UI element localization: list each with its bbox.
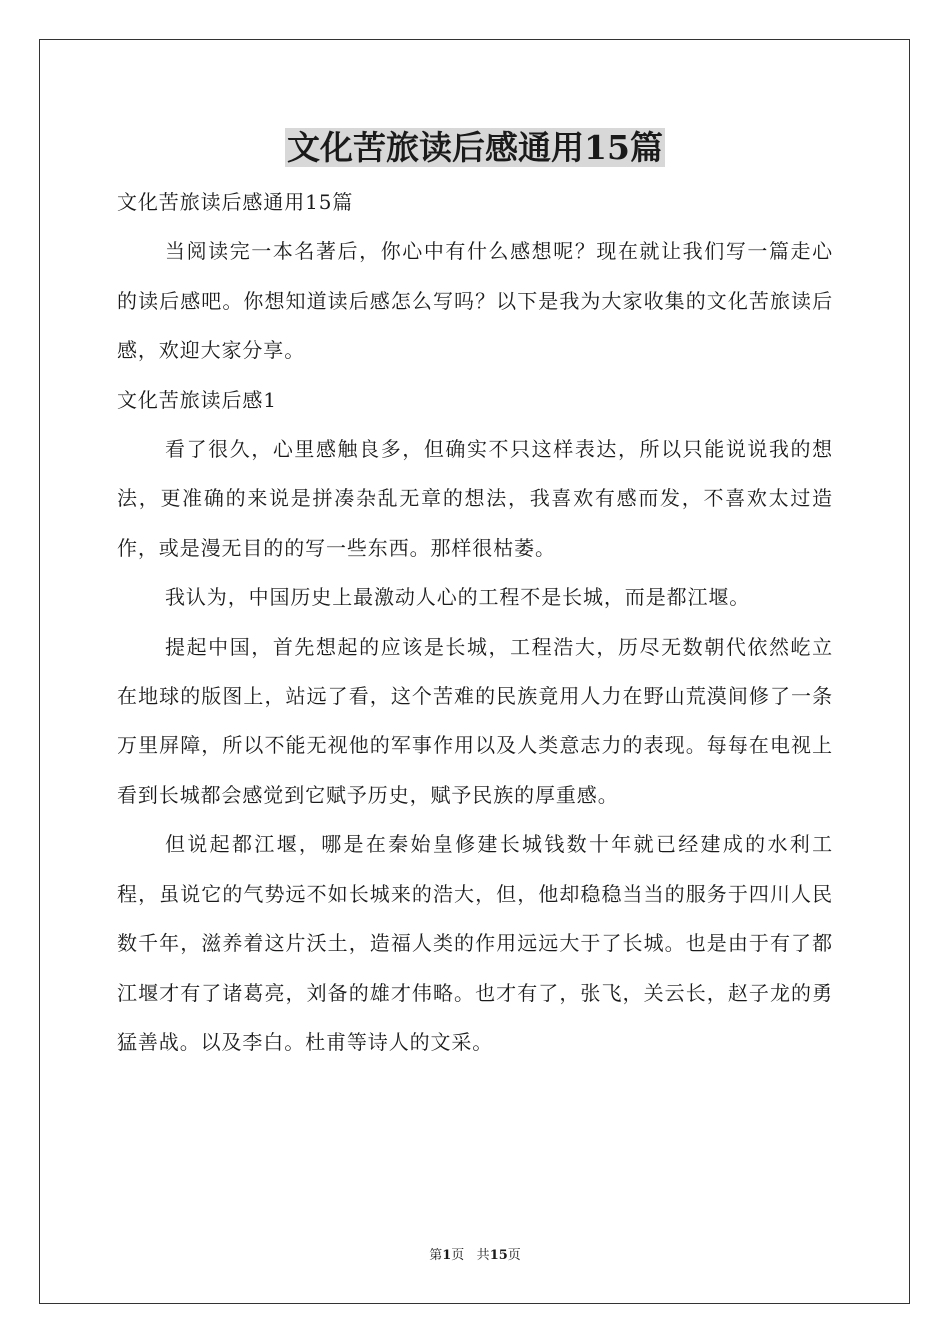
page-footer	[0, 1247, 950, 1265]
paragraph: 看了很久，心里感触良多，但确实不只这样表达，所以只能说说我的想法，更准确的来说是拼凑杂乱无章的想法，我喜欢有感而发，不喜欢太过造作，或是漫无目的的写一些东西。那样很枯萎。	[117, 437, 833, 560]
paragraph: 我认为，中国历史上最激动人心的工程不是长城，而是都江堰。	[165, 585, 751, 610]
total-suffix: 页	[507, 1248, 521, 1263]
page-total: 15	[489, 1248, 508, 1263]
page-prefix: 第	[429, 1248, 443, 1263]
document-title-text: 文化苦旅读后感通用15篇	[287, 128, 663, 167]
paragraph: 文化苦旅读后感通用15篇	[117, 190, 354, 214]
page-current: 1	[442, 1248, 452, 1263]
document-body	[117, 178, 833, 1067]
paragraph: 文化苦旅读后感1	[117, 387, 277, 412]
page-suffix: 页	[451, 1248, 465, 1263]
paragraph: 当阅读完一本名著后，你心中有什么感想呢？现在就让我们写一篇走心的读后感吧。你想知道读后感怎么写吗？以下是我为大家收集的文化苦旅读后感，欢迎大家分享。	[117, 239, 833, 363]
paragraph: 提起中国，首先想起的应该是长城，工程浩大，历尽无数朝代依然屹立在地球的版图上，站远了看，这个苦难的民族竟用人力在野山荒漠间修了一条万里屏障，所以不能无视他的军事作用以及人类意志力的表现。每每在电视上看到长城都会感觉到它赋予历史，赋予民族的厚重感。	[117, 634, 833, 807]
document-title	[0, 126, 950, 170]
paragraph: 但说起都江堰，哪是在秦始皇修建长城钱数十年就已经建成的水利工程，虽说它的气势远不如长城来的浩大，但，他却稳稳当当的服务于四川人民数千年，滋养着这片沃土，造福人类的作用远远大于了长城。也是由于有了都江堰才有了诸葛亮，刘备的雄才伟略。也才有了，张飞，关云长，赵子龙的勇猛善战。以及李白。杜甫等诗人的文采。	[117, 832, 833, 1054]
total-prefix: 共	[476, 1248, 490, 1263]
